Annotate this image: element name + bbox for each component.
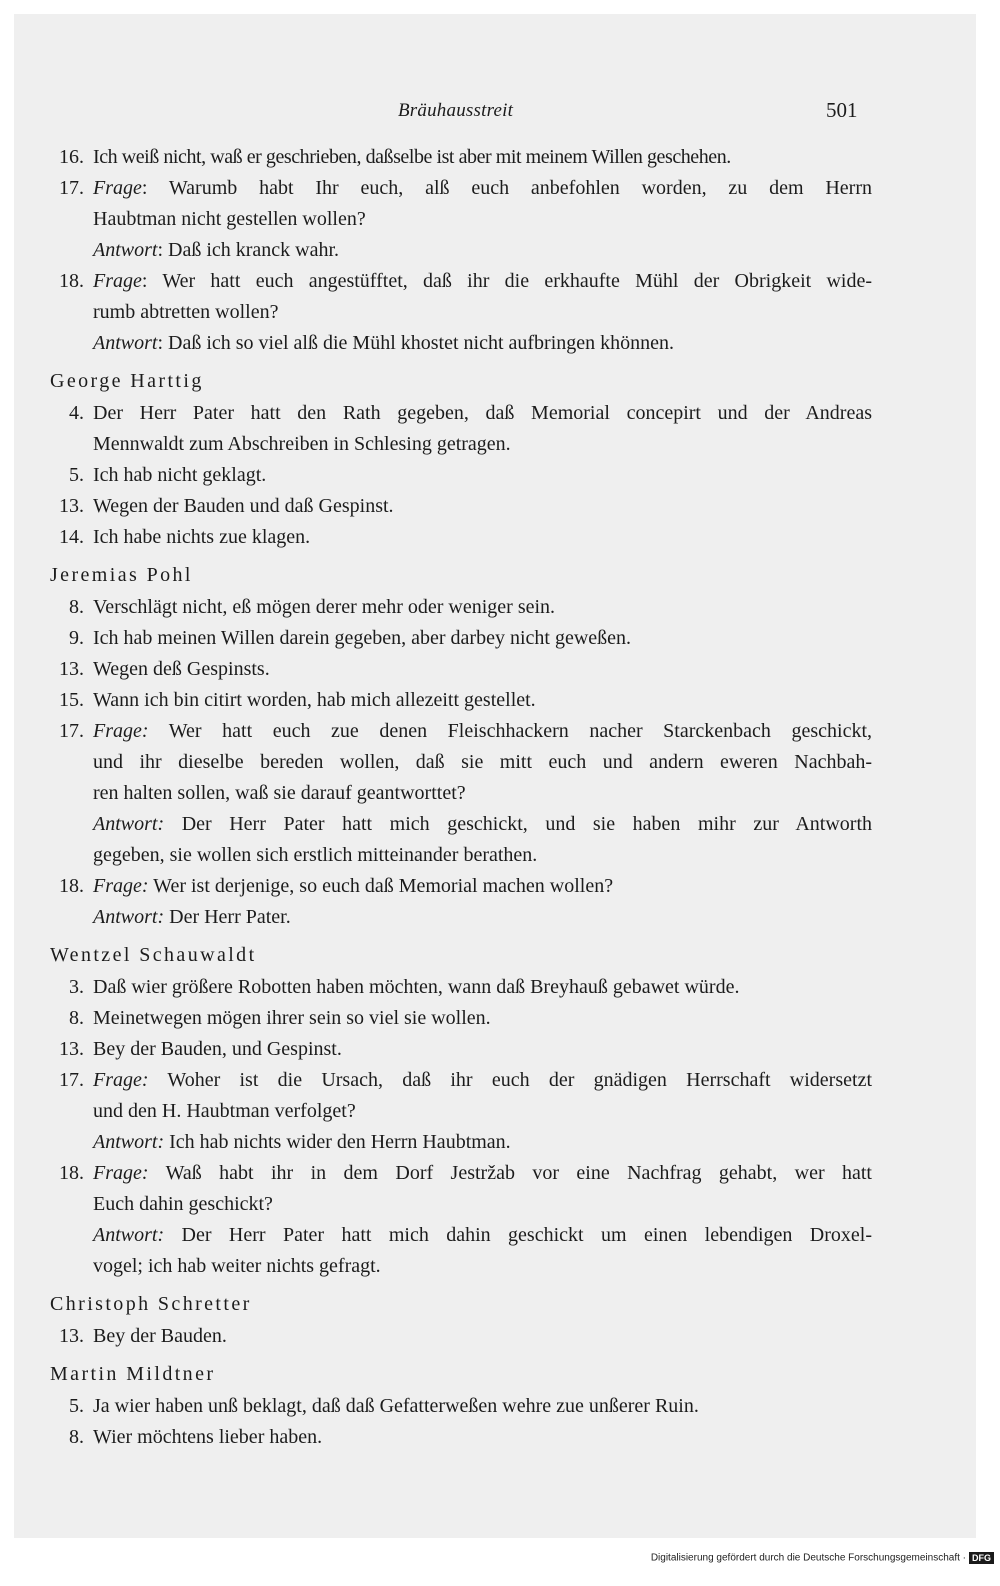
text-line (93, 173, 872, 204)
entry-number: 14. (59, 526, 84, 548)
text-line (93, 716, 872, 747)
numbered-entry (50, 592, 872, 623)
line-text: Ich habe nichts zue klagen. (93, 526, 311, 548)
numbered-entry (50, 173, 872, 266)
numbered-entry (50, 460, 872, 491)
text-line (93, 328, 872, 359)
line-text: rumb abtretten wollen? (93, 301, 279, 323)
line-text: : Daß ich kranck wahr. (157, 239, 340, 261)
line-text: Mennwaldt zum Abschreiben in Schlesing getragen. (93, 433, 511, 455)
text-line (93, 654, 872, 685)
dialogue-label: Frage: (93, 1069, 149, 1091)
speaker-name: George Harttig (50, 370, 204, 392)
text-line (93, 235, 872, 266)
dialogue-label: Antwort: (93, 813, 165, 835)
dfg-logo-icon: DFG (969, 1552, 994, 1564)
line-text: Der Herr Pater hatt den Rath gegeben, daß Memorial concepirt und der Andreas (93, 402, 872, 424)
numbered-entry (50, 716, 872, 871)
entry-number: 16. (59, 146, 84, 168)
numbered-entry (50, 1391, 872, 1422)
text-line (93, 840, 872, 871)
entry-number: 18. (59, 270, 84, 292)
entry-number: 5. (69, 1395, 84, 1417)
dialogue-label: Frage: (93, 875, 149, 897)
line-text: Wegen deß Gespinsts. (93, 658, 270, 680)
line-text: : Daß ich so viel alß die Mühl khostet nicht aufbringen khönnen. (157, 332, 675, 354)
line-text: Bey der Bauden. (93, 1325, 227, 1347)
line-text: Wer ist derjenige, so euch daß Memorial machen wollen? (148, 875, 614, 897)
text-line (93, 1034, 872, 1065)
text-line (93, 1391, 872, 1422)
line-text: Der Herr Pater. (164, 906, 291, 928)
line-text: Euch dahin geschickt? (93, 1193, 273, 1215)
text-line (93, 460, 872, 491)
entry-number: 8. (69, 1426, 84, 1448)
numbered-entry (50, 1158, 872, 1282)
text-line (93, 809, 872, 840)
interrogation-text (50, 142, 872, 1453)
dialogue-label: Frage (93, 270, 142, 292)
entry-number: 8. (69, 596, 84, 618)
line-text: Ich weiß nicht, waß er geschrieben, daßselbe ist aber mit meinem Willen geschehen. (93, 146, 731, 168)
page-number: 501 (826, 98, 858, 122)
line-text: und ihr dieselbe bereden wollen, daß sie mitt euch und andern eweren Nachbah- (93, 751, 872, 773)
speaker-name: Martin Mildtner (50, 1363, 216, 1385)
line-text: Bey der Bauden, und Gespinst. (93, 1038, 342, 1060)
line-text: Meinetwegen mögen ihrer sein so viel sie wollen. (93, 1007, 491, 1029)
text-line (93, 142, 872, 173)
dialogue-label: Antwort: (93, 1131, 165, 1153)
funding-footer (651, 1552, 994, 1564)
scanned-page (14, 14, 976, 1538)
text-line (93, 266, 872, 297)
text-line (93, 1220, 872, 1251)
line-text: Waß habt ihr in dem Dorf Jestržab vor eine Nachfrag gehabt, wer hatt (148, 1162, 872, 1184)
dialogue-label: Antwort (93, 332, 158, 354)
line-text: Ich hab nicht geklagt. (93, 464, 267, 486)
line-text: Ich hab nichts wider den Herrn Haubtman. (164, 1131, 511, 1153)
line-text: Wegen der Bauden und daß Gespinst. (93, 495, 394, 517)
entry-number: 5. (69, 464, 84, 486)
text-line (93, 491, 872, 522)
line-text: Ja wier haben unß beklagt, daß daß Gefatterweßen wehre zue unßerer Ruin. (93, 1395, 699, 1417)
line-text: Daß wier größere Robotten haben möchten, wann daß Breyhauß gebawet würde. (93, 976, 740, 998)
text-line (93, 1003, 872, 1034)
text-line (93, 522, 872, 553)
line-text: vogel; ich hab weiter nichts gefragt. (93, 1255, 381, 1277)
dialogue-label: Frage: (93, 1162, 149, 1184)
numbered-entry (50, 522, 872, 553)
text-line (93, 871, 872, 902)
line-text: Der Herr Pater hatt mich dahin geschickt um einen lebendigen Droxel- (164, 1224, 872, 1246)
numbered-entry (50, 972, 872, 1003)
line-text: Woher ist die Ursach, daß ihr euch der gnädigen Herrschaft widersetzt (148, 1069, 872, 1091)
text-line (93, 1321, 872, 1352)
entry-number: 17. (59, 720, 84, 742)
text-line (93, 902, 872, 933)
text-line (93, 1096, 872, 1127)
text-line (93, 778, 872, 809)
numbered-entry (50, 871, 872, 933)
text-line (93, 398, 872, 429)
numbered-entry (50, 1034, 872, 1065)
text-line (93, 1158, 872, 1189)
line-text: Wer hatt euch zue denen Fleischhackern nacher Starckenbach geschickt, (148, 720, 872, 742)
entry-number: 9. (69, 627, 84, 649)
line-text: Wier möchtens lieber haben. (93, 1426, 323, 1448)
numbered-entry (50, 1003, 872, 1034)
numbered-entry (50, 654, 872, 685)
entry-number: 13. (59, 495, 84, 517)
numbered-entry (50, 142, 872, 173)
entry-number: 18. (59, 875, 84, 897)
dialogue-label: Antwort: (93, 1224, 165, 1246)
entry-number: 8. (69, 1007, 84, 1029)
line-text: gegeben, sie wollen sich erstlich mitteinander berathen. (93, 844, 538, 866)
entry-number: 3. (69, 976, 84, 998)
entry-number: 15. (59, 689, 84, 711)
text-line (93, 204, 872, 235)
text-line (93, 1127, 872, 1158)
entry-number: 13. (59, 658, 84, 680)
line-text: Ich hab meinen Willen darein gegeben, aber darbey nicht geweßen. (93, 627, 632, 649)
text-line (93, 1065, 872, 1096)
numbered-entry (50, 1065, 872, 1158)
numbered-entry (50, 266, 872, 359)
line-text: Wann ich bin citirt worden, hab mich allezeitt gestellet. (93, 689, 536, 711)
line-text: ren halten sollen, waß sie darauf geantworttet? (93, 782, 466, 804)
dialogue-label: Frage (93, 177, 142, 199)
numbered-entry (50, 685, 872, 716)
line-text: : Warumb habt Ihr euch, alß euch anbefohlen worden, zu dem Herrn (141, 177, 872, 199)
speaker-name: Jeremias Pohl (50, 564, 193, 586)
numbered-entry (50, 491, 872, 522)
text-line (93, 429, 872, 460)
running-header (14, 98, 976, 132)
dialogue-label: Antwort (93, 239, 158, 261)
text-line (93, 297, 872, 328)
dialogue-label: Antwort: (93, 906, 165, 928)
entry-number: 18. (59, 1162, 84, 1184)
text-line (93, 685, 872, 716)
entry-number: 17. (59, 177, 84, 199)
line-text: Verschlägt nicht, eß mögen derer mehr oder weniger sein. (93, 596, 556, 618)
line-text: Haubtman nicht gestellen wollen? (93, 208, 366, 230)
line-text: Der Herr Pater hatt mich geschickt, und sie haben mihr zur Antworth (164, 813, 872, 835)
text-line (93, 1189, 872, 1220)
line-text: und den H. Haubtman verfolget? (93, 1100, 356, 1122)
entry-number: 4. (69, 402, 84, 424)
numbered-entry (50, 398, 872, 460)
numbered-entry (50, 623, 872, 654)
line-text: : Wer hatt euch angestüfftet, daß ihr die erkhaufte Mühl der Obrigkeit wide- (141, 270, 872, 292)
dialogue-label: Frage: (93, 720, 149, 742)
entry-number: 13. (59, 1325, 84, 1347)
footer-text: Digitalisierung gefördert durch die Deutsche Forschungsgemeinschaft · (650, 1552, 966, 1564)
text-line (93, 623, 872, 654)
numbered-entry (50, 1422, 872, 1453)
speaker-name: Christoph Schretter (50, 1293, 252, 1315)
speaker-name: Wentzel Schauwaldt (50, 944, 257, 966)
running-title: Bräuhausstreit (398, 100, 514, 121)
entry-number: 13. (59, 1038, 84, 1060)
text-line (93, 592, 872, 623)
numbered-entry (50, 1321, 872, 1352)
text-line (93, 1422, 872, 1453)
text-line (93, 1251, 872, 1282)
text-line (93, 747, 872, 778)
text-line (93, 972, 872, 1003)
entry-number: 17. (59, 1069, 84, 1091)
